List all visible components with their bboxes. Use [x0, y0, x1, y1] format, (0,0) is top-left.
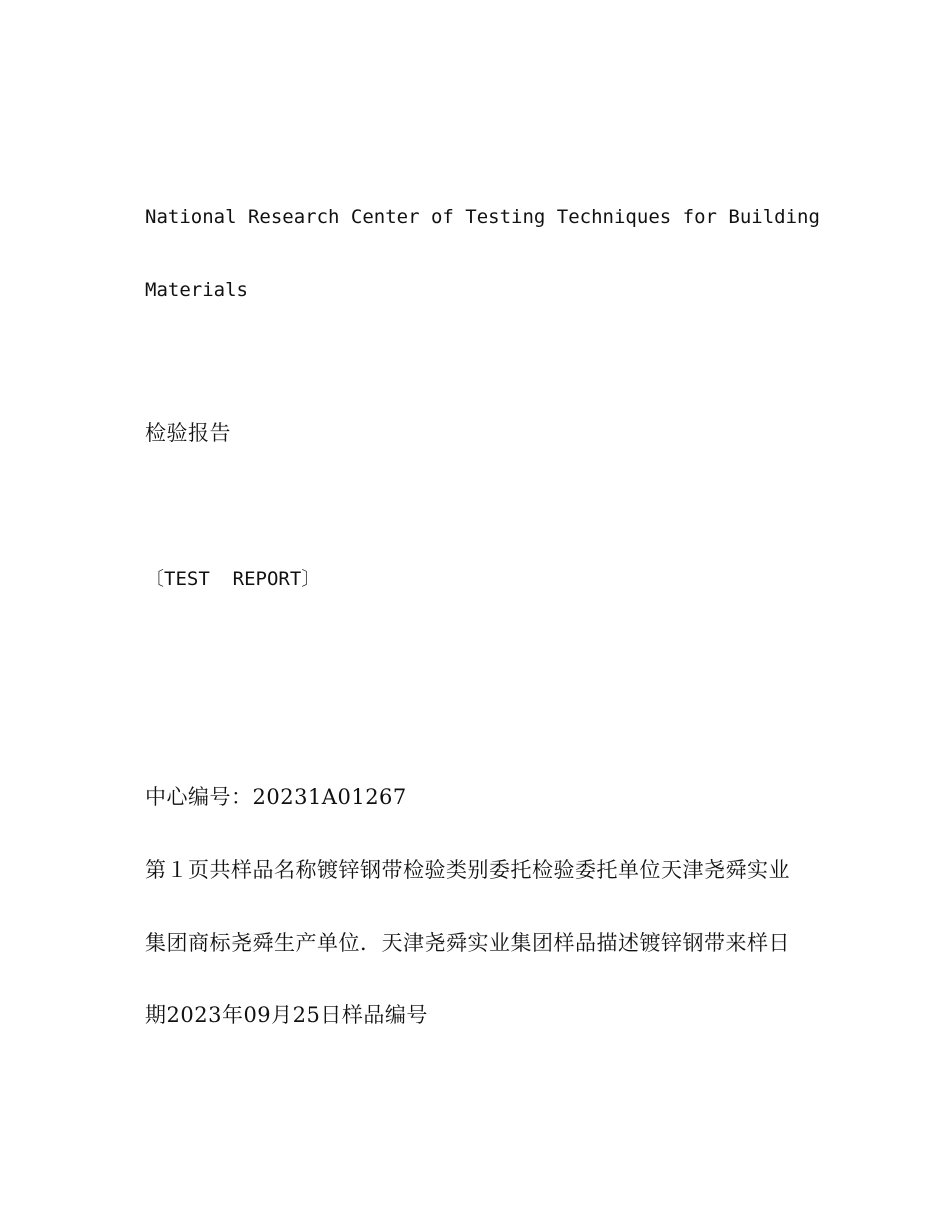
body-line-3: 期2023年09月25日样品编号: [145, 1003, 428, 1027]
org-name-line-2: Materials: [145, 279, 248, 301]
report-title-cn: 检验报告: [145, 421, 231, 445]
body-line-2: 集团商标尧舜生产单位．天津尧舜实业集团样品描述镀锌钢带来样日: [145, 931, 790, 955]
org-name-line-1: National Research Center of Testing Techniques for Building: [145, 206, 820, 228]
body-line-1: 第１页共样品名称镀锌钢带检验类别委托检验委托单位天津尧舜实业: [145, 858, 790, 882]
report-title-en: 〔TEST REPORT〕: [145, 568, 321, 590]
center-number: 中心编号：20231A01267: [145, 785, 407, 809]
